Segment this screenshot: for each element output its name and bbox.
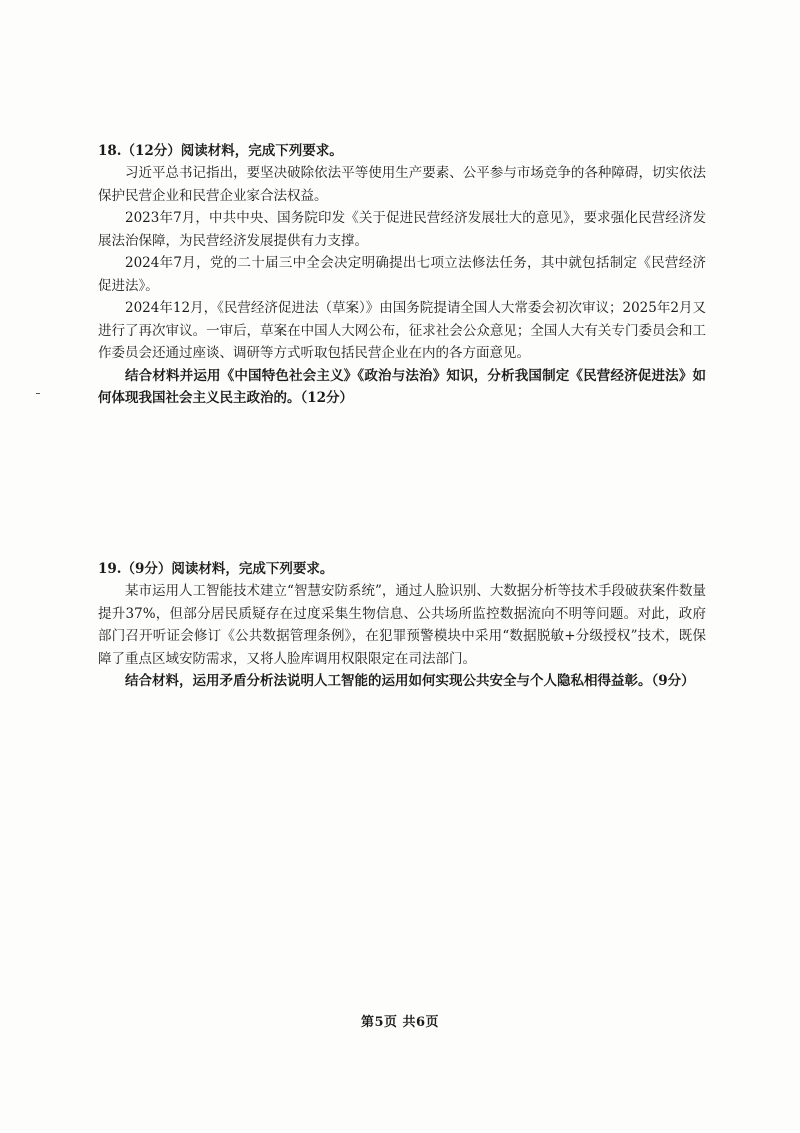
- page-footer: 第5页 共6页: [360, 1015, 440, 1030]
- question-18-material-4: 2024年12月，《民营经济促进法（草案）》由国务院提请全国人大常委会初次审议；2025年2月又进行了再次审议。一审后，草案在中国人大网公布，征求社会公众意见；全国人大有关专门委员会和工作委员会还通过座谈、调研等方式听取包括民营企业在内的各方面意见。: [98, 300, 706, 361]
- question-18-task: 结合材料并运用《中国特色社会主义》《政治与法治》知识，分析我国制定《民营经济促进法》如何体现我国社会主义民主政治的。（12分）: [98, 367, 706, 406]
- question-19-material-1: 某市运用人工智能技术建立“智慧安防系统”，通过人脸识别、大数据分析等技术手段破获案件数量提升37%，但部分居民质疑存在过度采集生物信息、公共场所监控数据流向不明等问题。对此，政府部门召开听证会修订《公共数据管理条例》，在犯罪预警模块中采用“数据脱敏+分级授权”技术，既保障了重点区域安防需求，又将人脸库调用权限限定在司法部门。: [98, 583, 706, 667]
- question-18-material-1: 习近平总书记指出，要坚决破除依法平等使用生产要素、公平参与市场竞争的各种障碍，切实依法保护民营企业和民营企业家合法权益。: [98, 165, 706, 204]
- question-18-material-2: 2023年7月，中共中央、国务院印发《关于促进民营经济发展壮大的意见》，要求强化民营经济发展法治保障，为民营经济发展提供有力支撑。: [98, 210, 706, 249]
- question-18-header: 18.（12分）阅读材料，完成下列要求。: [98, 143, 343, 159]
- question-19: [98, 558, 706, 693]
- question-19-task: 结合材料，运用矛盾分析法说明人工智能的运用如何实现公共安全与个人隐私相得益彰。（9分）: [125, 673, 695, 689]
- question-18: [98, 140, 706, 410]
- question-19-header: 19.（9分）阅读材料，完成下列要求。: [98, 561, 334, 577]
- question-18-material-3: 2024年7月，党的二十届三中全会决定明确提出七项立法修法任务，其中就包括制定《民营经济促进法》。: [98, 255, 706, 294]
- scan-mark: [36, 393, 40, 394]
